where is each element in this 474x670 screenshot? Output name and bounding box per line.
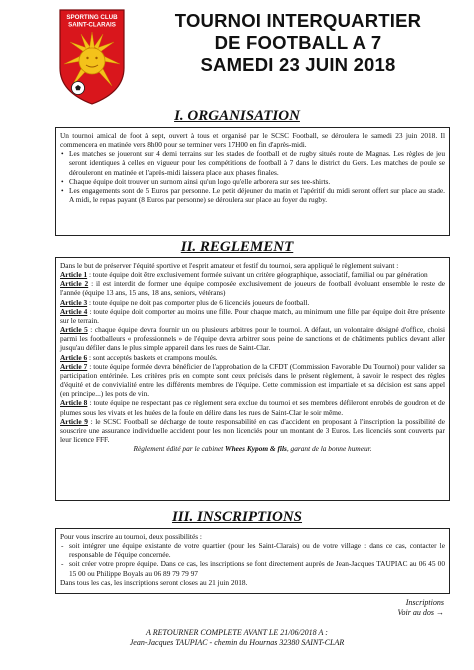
section-organisation-heading: I. ORGANISATION — [174, 108, 300, 124]
article-text: : le SCSC Football se décharge de toute responsabilité en cas d'accident en proposant à l'inscription la possibilité de souscrire une assurance individuelle accident pour les non licenciés pour un montant de 3 Euros. Les licenciés sont couverts par leur licence FFF. — [60, 416, 445, 444]
return-address-line: Jean-Jacques TAUPIAC - chemin du Hournas 32380 SAINT-CLAR — [129, 638, 345, 647]
title-line-2: DE FOOTBALL A 7 — [214, 32, 382, 53]
article-text: : toute équipe doit comporter au moins une fille. Pour chaque match, au minimum une fille par équipe doit être présente sur le terrain. — [60, 306, 445, 325]
article-text: : sont acceptés baskets et crampons moulés. — [87, 352, 218, 362]
article-label: Article 1 — [60, 270, 88, 280]
continuation-line-2: Voir au dos → — [397, 608, 444, 617]
credit-firm: Whees Kypom & fils — [225, 444, 287, 454]
article-3 — [60, 298, 445, 307]
article-8 — [60, 398, 445, 416]
article-label: Article 8 — [60, 398, 88, 408]
club-name-line1: SPORTING CLUB — [66, 14, 118, 21]
organisation-bullet: • Chaque équipe doit trouver un surnom ainsi qu'un logo qu'elle arborera sur ses tee-shirts. — [60, 177, 445, 186]
section-inscriptions-heading: III. INSCRIPTIONS — [171, 509, 303, 525]
inscriptions-intro: Pour vous inscrire au tournoi, deux possibilités : — [60, 532, 202, 541]
organisation-bullet: • Les engagements sont de 5 Euros par personne. Le petit déjeuner du matin et l'apéritif du midi seront offert sur place au stade. A midi, le repas payant (8 Euros par personne) se déroulera sur place au foyer du rugby. — [60, 186, 445, 204]
article-6 — [60, 353, 445, 362]
title-line-3: SAMEDI 23 JUIN 2018 — [200, 54, 396, 75]
article-7 — [60, 362, 445, 399]
article-text: : toute équipe ne respectant pas ce règlement sera exclue du tournoi et ses membres défileront enrobés de goudron et de plumes sous les vivats et les huées de la foule en délire dans les rues de Saint-Clar le soir même. — [60, 398, 445, 417]
organisation-bullet: • Les matches se joueront sur 4 demi terrains sur les stades de football et de rugby situés route de Magnas. Les règles de jeu seront identiques à celles en vigueur pour les compétitions de football à 7 dans le district du Gers. Les matches de poule se dérouleront en matinée et l'après-midi laissera place aux phases finales. — [60, 149, 445, 176]
article-text: : toute équipe formée devra bénéficier de l'approbation de la CFDT (Commission Favorable Du Tournoi) pour valider sa participation entérinée. Les critères pris en compte sont ceux précisés dans le présent règlement, à savoir le respect des règles d'équité et de convivialité entre les différents membres de l'équipe. Cette commission est impartiale et sa décision est sans appel (en principe...) les pots de vin. — [60, 361, 445, 399]
organisation-box — [55, 127, 450, 236]
article-label: Article 4 — [60, 306, 88, 316]
article-text: : toute équipe doit être exclusivement formée suivant un critère géographique, associatif, familial ou par génération — [87, 270, 428, 280]
return-deadline: A RETOURNER COMPLETE AVANT LE 21/06/2018 A : — [146, 628, 328, 637]
reglement-credit — [60, 444, 445, 453]
article-2 — [60, 279, 445, 297]
sun-football-crest-icon — [56, 8, 128, 106]
tournament-title — [148, 10, 448, 76]
return-address — [0, 628, 474, 648]
club-name-line2: SAINT-CLARAIS — [68, 21, 116, 29]
credit-prefix: Règlement édité par le cabinet — [133, 444, 226, 454]
article-label: Article 3 — [60, 297, 88, 307]
inscriptions-box — [55, 528, 450, 594]
organisation-intro: Un tournoi amical de foot à sept, ouvert à tous et organisé par le SCSC Football, se déroulera le samedi 23 juin 2018. Il commencera en matinée vers 8h00 pour se terminer vers 17H00 en fin d'après-midi. — [60, 131, 445, 150]
article-label: Article 5 — [60, 325, 88, 335]
title-line-1: TOURNOI INTERQUARTIER — [174, 10, 422, 31]
reglement-intro: Dans le but de préserver l'équité sportive et l'esprit amateur et festif du tournoi, sera appliqué le règlement suivant : — [60, 261, 399, 270]
continuation-note — [398, 598, 444, 618]
club-logo — [56, 8, 128, 106]
reglement-box — [55, 257, 450, 501]
article-5 — [60, 325, 445, 352]
inscription-option: - soit créer votre propre équipe. Dans ce cas, les inscriptions se font directement auprès de Jean-Jacques TAUPIAC au 06 45 00 15 00 ou Philippe Boyals au 06 89 79 79 97 — [60, 559, 445, 577]
section-reglement-heading: II. REGLEMENT — [180, 239, 294, 255]
article-text: : toute équipe ne doit pas comporter plus de 6 licenciés joueurs de football. — [87, 297, 310, 307]
credit-suffix: , garant de la bonne humeur. — [286, 444, 372, 454]
article-label: Article 6 — [60, 352, 88, 362]
article-label: Article 2 — [60, 279, 89, 289]
article-text: : il est interdit de former une équipe composée exclusivement de joueurs de football évoluant ensemble le reste de l'année (équipe 13 ans, 15 ans, 18 ans, seniors, vétérans) — [60, 279, 445, 298]
inscription-option: - soit intégrer une équipe existante de votre quartier (pour les Saint-Clarais) ou de votre village : dans ce cas, contacter le responsable de l'équipe concernée. — [60, 541, 445, 559]
article-text: : chaque équipe devra fournir un ou plusieurs arbitres pour le tournoi. A défaut, un volontaire désigné d'office, choisi parmi les footballeurs « professionnels » de l'équipe devra arbitrer sous peine de sanctions et de châtiments publics devant aller jusqu'au défiler dans le plus simple appareil dans les rues de Saint-Clar. — [60, 325, 445, 353]
article-label: Article 9 — [60, 416, 88, 426]
article-4 — [60, 307, 445, 325]
article-label: Article 7 — [60, 361, 88, 371]
continuation-line-1: Inscriptions — [405, 598, 444, 607]
article-9 — [60, 417, 445, 444]
inscriptions-closing: Dans tous les cas, les inscriptions seront closes au 21 juin 2018. — [60, 577, 248, 587]
article-1 — [60, 270, 445, 279]
